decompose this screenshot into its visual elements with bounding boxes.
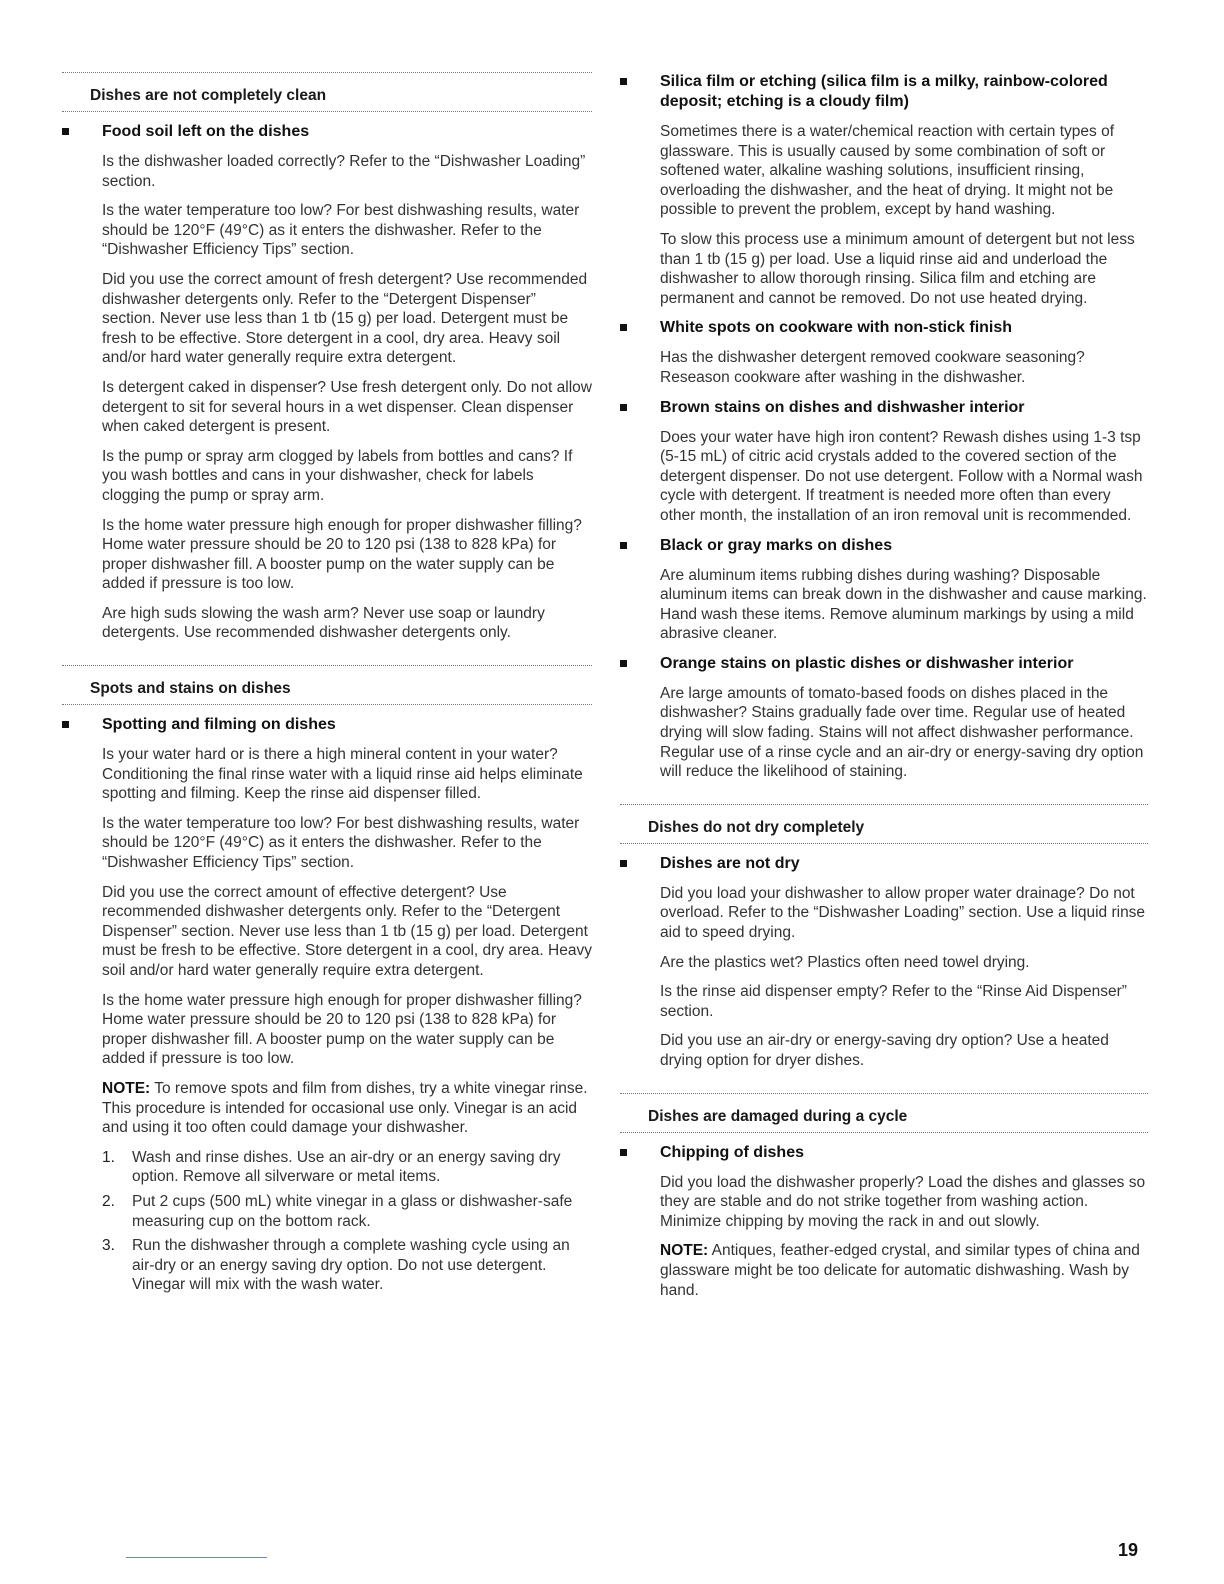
section-heading-not-dry: Dishes do not dry completely xyxy=(620,804,1148,844)
paragraph: Are aluminum items rubbing dishes during washing? Disposable aluminum items can break down in the dishwasher and cause marking. Hand wash these items. Remove aluminum markings by using a mild abrasive cleaner. xyxy=(660,566,1147,643)
paragraph: Does your water have high iron content? Rewash dishes using 1-3 tsp (5-15 mL) of citric acid crystals added to the covered section of the detergent dispenser. Do not use detergent. Follow with a Normal wash cycle with detergent. If treatment is needed more often than every other month, the installation of an iron removal unit is recommended. xyxy=(660,428,1143,524)
problem-title xyxy=(620,654,1148,674)
problem-item-food-soil xyxy=(62,122,592,643)
problem-item-not-dry xyxy=(620,854,1148,1071)
problem-title-text: Black or gray marks on dishes xyxy=(660,536,893,554)
paragraph: Sometimes there is a water/chemical reaction with certain types of glassware. This is usually caused by some combination of soft or softened water, alkaline washing solutions, insufficient rinsing, overloading the dishwasher, and the heat of drying. It might not be possible to prevent the problem, except by hand washing. xyxy=(660,123,1114,219)
problem-title xyxy=(62,715,592,735)
step-number: 3. xyxy=(102,1237,115,1255)
problem-item-black-marks xyxy=(620,536,1148,644)
step-item xyxy=(102,1236,592,1295)
note-text: To remove spots and film from dishes, try a white vinegar rinse. This procedure is intended for occasional use only. Vinegar is an acid and using it too often could damage your dishwasher. xyxy=(102,1079,588,1137)
problem-title xyxy=(620,72,1148,112)
problem-item-spotting xyxy=(62,715,592,1295)
step-number: 1. xyxy=(102,1148,115,1166)
square-bullet-icon xyxy=(620,660,627,667)
section-heading-spots-stains: Spots and stains on dishes xyxy=(62,665,592,705)
right-column xyxy=(620,72,1148,1310)
paragraph: Did you use the correct amount of effective detergent? Use recommended dishwasher detergents only. Refer to the “Detergent Dispenser” section. Never use less than 1 tb (15 g) per load. Detergent must be fresh to be effective. Store detergent in a cool, dry area. Heavy soil and/or hard water generally require extra detergent. xyxy=(102,883,592,979)
paragraph: Is the home water pressure high enough for proper dishwasher filling? Home water pressure should be 20 to 120 psi (138 to 828 kPa) for proper dishwasher fill. A booster pump on the water supply can be added if pressure is too low. xyxy=(102,516,582,593)
problem-title-text: Brown stains on dishes and dishwasher interior xyxy=(660,398,1025,416)
problem-title xyxy=(620,536,1148,556)
problem-item-brown-stains xyxy=(620,398,1148,526)
square-bullet-icon xyxy=(620,860,627,867)
paragraph: Are the plastics wet? Plastics often need towel drying. xyxy=(660,953,1030,971)
square-bullet-icon xyxy=(62,721,69,728)
paragraph: Did you use the correct amount of fresh detergent? Use recommended dishwasher detergents only. Refer to the “Detergent Dispenser” section. Never use less than 1 tb (15 g) per load. Detergent must be fresh to be effective. Store detergent in a cool, dry area. Heavy soil and/or hard water generally require extra detergent. xyxy=(102,270,588,367)
note-label: NOTE: xyxy=(102,1079,151,1097)
note-label: NOTE: xyxy=(660,1242,709,1260)
paragraph: Is the home water pressure high enough for proper dishwasher filling? Home water pressure should be 20 to 120 psi (138 to 828 kPa) for proper dishwasher fill. A booster pump on the water supply can be added if pressure is too low. xyxy=(102,991,582,1068)
step-text: Run the dishwasher through a complete washing cycle using an air-dry or an energy saving dry option. Do not use detergent. Vinegar will mix with the wash water. xyxy=(132,1237,570,1294)
paragraph: Did you load the dishwasher properly? Load the dishes and glasses so they are stable and do not strike together from washing action. Minimize chipping by moving the rack in and out slowly. xyxy=(660,1173,1146,1230)
page-number: 19 xyxy=(1118,1540,1139,1560)
square-bullet-icon xyxy=(620,78,627,85)
note-paragraph xyxy=(102,1079,592,1138)
paragraph: Are large amounts of tomato-based foods on dishes placed in the dishwasher? Stains gradually fade over time. Regular use of heated drying will slow fading. Stains will not affect dishwasher performance. Regular use of a rinse cycle and an air-dry or energy-saving dry option will reduce the likelihood of staining. xyxy=(660,684,1144,781)
paragraph: Is your water hard or is there a high mineral content in your water? Conditioning the final rinse water with a liquid rinse aid helps eliminate spotting and filming. Keep the rinse aid dispenser filled. xyxy=(102,746,583,803)
problem-title-text: Food soil left on the dishes xyxy=(102,123,310,140)
square-bullet-icon xyxy=(620,542,627,549)
note-paragraph xyxy=(660,1241,1148,1300)
problem-title xyxy=(620,318,1148,338)
problem-title-text: Silica film or etching (silica film is a milky, rainbow-colored deposit; etching is a cloudy film) xyxy=(660,73,1108,110)
paragraph: Has the dishwasher detergent removed cookware seasoning? Reseason cookware after washing in the dishwasher. xyxy=(660,349,1085,386)
step-text: Wash and rinse dishes. Use an air-dry or an energy saving dry option. Remove all silverware or metal items. xyxy=(132,1148,561,1186)
square-bullet-icon xyxy=(620,324,627,331)
paragraph: Is detergent caked in dispenser? Use fresh detergent only. Do not allow detergent to sit for several hours in a wet dispenser. Clean dispenser when caked detergent is present. xyxy=(102,378,592,436)
section-heading-not-clean: Dishes are not completely clean xyxy=(62,72,592,112)
paragraph: Is the rinse aid dispenser empty? Refer to the “Rinse Aid Dispenser” section. xyxy=(660,983,1127,1020)
problem-title-text: Chipping of dishes xyxy=(660,1143,804,1161)
paragraph: Is the water temperature too low? For best dishwashing results, water should be 120°F (49°C) as it enters the dishwasher. Refer to the “Dishwasher Efficiency Tips” section. xyxy=(102,202,580,259)
problem-title xyxy=(620,1143,1148,1163)
section-heading-damaged: Dishes are damaged during a cycle xyxy=(620,1093,1148,1133)
note-text: Antiques, feather-edged crystal, and similar types of china and glassware might be too delicate for automatic dishwashing. Wash by hand. xyxy=(660,1242,1140,1299)
paragraph: To slow this process use a minimum amount of detergent but not less than 1 tb (15 g) per load. Use a liquid rinse aid and underload the dishwasher to allow thorough rinsing. Silica film and etching are permanent and cannot be removed. Do not use heated drying. xyxy=(660,230,1135,307)
paragraph: Did you load your dishwasher to allow proper water drainage? Do not overload. Refer to the “Dishwasher Loading” section. Use a liquid rinse aid to speed drying. xyxy=(660,884,1146,942)
numbered-steps xyxy=(102,1148,592,1295)
square-bullet-icon xyxy=(62,128,69,135)
step-item xyxy=(102,1192,592,1231)
step-item xyxy=(102,1148,592,1187)
paragraph: Is the water temperature too low? For best dishwashing results, water should be 120°F (49°C) as it enters the dishwasher. Refer to the “Dishwasher Efficiency Tips” section. xyxy=(102,814,580,872)
square-bullet-icon xyxy=(620,404,627,411)
paragraph: Is the pump or spray arm clogged by labels from bottles and cans? If you wash bottles and cans in your dishwasher, check for labels clogging the pump or spray arm. xyxy=(102,447,573,504)
problem-item-silica xyxy=(620,72,1148,308)
problem-title xyxy=(620,398,1148,418)
problem-title-text: White spots on cookware with non-stick finish xyxy=(660,319,1013,337)
paragraph: Did you use an air-dry or energy-saving dry option? Use a heated drying option for dryer dishes. xyxy=(660,1032,1109,1069)
problem-title-text: Spotting and filming on dishes xyxy=(102,716,336,734)
problem-title-text: Dishes are not dry xyxy=(660,854,800,872)
step-number: 2. xyxy=(102,1192,115,1210)
left-column xyxy=(62,72,592,1301)
paragraph: Is the dishwasher loaded correctly? Refer to the “Dishwasher Loading” section. xyxy=(102,153,586,190)
problem-item-orange-stains xyxy=(620,654,1148,782)
problem-title xyxy=(620,854,1148,874)
bottom-rule xyxy=(126,1557,267,1558)
step-text: Put 2 cups (500 mL) white vinegar in a glass or dishwasher-safe measuring cup on the bottom rack. xyxy=(132,1192,573,1230)
problem-item-white-spots xyxy=(620,318,1148,387)
problem-title-text: Orange stains on plastic dishes or dishwasher interior xyxy=(660,654,1074,672)
square-bullet-icon xyxy=(620,1149,627,1156)
paragraph: Are high suds slowing the wash arm? Never use soap or laundry detergents. Use recommended dishwasher detergents only. xyxy=(102,604,545,642)
problem-title xyxy=(62,122,592,142)
problem-item-chipping xyxy=(620,1143,1148,1301)
